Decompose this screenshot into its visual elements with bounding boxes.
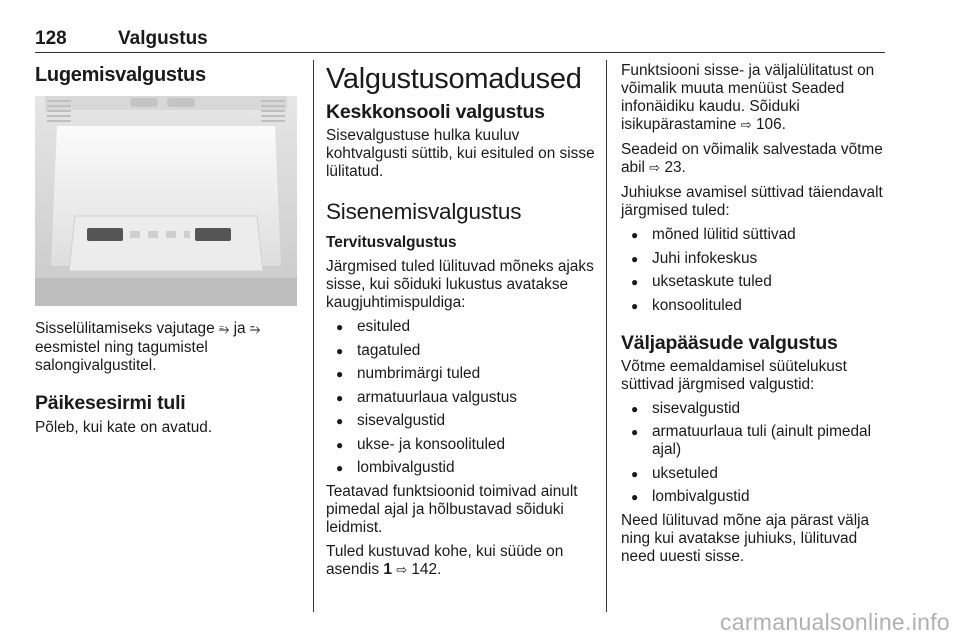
key-memory-text: Seadeid on võimalik salvestada võtme abil ⇨ 23.	[621, 141, 883, 176]
list-item: ● armatuurlaua valgustus	[326, 389, 596, 407]
list-item: ● uksetaskute tuled	[621, 273, 889, 291]
list-item: ● konsoolituled	[621, 297, 889, 315]
section-title: Valgustus	[118, 28, 208, 49]
list-item: ● mõned lülitid süttivad	[621, 226, 889, 244]
welcome-lighting-title: Tervitusvalgustus	[326, 234, 457, 251]
reading-light-caption: Sisselülitamiseks vajutage ⥱ ja ⥲ eesmistel ning tagumistel salongivalgustitel.	[35, 320, 261, 374]
page-reference-icon: ⇨	[740, 118, 752, 133]
page-header	[35, 28, 885, 53]
welcome-lights-list	[326, 318, 596, 477]
exit-lighting-title: Väljapääsude valgustus	[621, 331, 838, 354]
exit-lighting-note: Need lülituvad mõne aja pärast välja ning kui avatakse juhiuks, lülituvad need uuesti sisse.	[621, 511, 870, 565]
front-reading-light-icon: ⥱	[218, 322, 230, 337]
sun-visor-light-title: Päikesesirmi tuli	[35, 392, 186, 414]
column-divider-1	[313, 60, 314, 612]
page-reference-icon: ⇨	[649, 161, 661, 176]
console-light-title: Keskkonsooli valgustus	[326, 101, 545, 123]
list-item: ● esituled	[326, 318, 596, 336]
sun-visor-light-text: Põleb, kui kate on avatud.	[35, 419, 213, 436]
welcome-lighting-text: Järgmised tuled lülituvad mõneks ajaks sisse, kui sõiduki lukustus avatakse kaugjuhtimispuldiga:	[326, 258, 594, 311]
list-item: ● Juhi infokeskus	[621, 250, 889, 268]
exit-lighting-text: Võtme eemaldamisel süütelukust süttivad järgmised valgustid:	[621, 357, 847, 393]
lights-off-text: Tuled kustuvad kohe, kui süüde on asendis 1 ⇨ 142.	[326, 542, 564, 578]
overhead-console-photo	[35, 96, 297, 306]
list-item: ● sisevalgustid	[326, 412, 596, 430]
list-item: ● uksetuled	[621, 465, 889, 483]
driver-door-lights-list	[621, 226, 889, 315]
exit-lights-list	[621, 400, 889, 507]
page-number: 128	[35, 28, 67, 49]
reading-light-title: Lugemisvalgustus	[35, 64, 206, 86]
list-item: ● tagatuled	[326, 342, 596, 360]
column-2	[326, 62, 596, 586]
column-divider-2	[606, 60, 607, 612]
column-3	[621, 62, 889, 572]
lighting-features-title: Valgustusomadused	[326, 63, 582, 95]
driver-door-text: Juhiukse avamisel süttivad täiendavalt järgmised tuled:	[621, 184, 883, 219]
list-item: ● lombivalgustid	[326, 459, 596, 477]
rear-reading-light-icon: ⥲	[249, 322, 261, 337]
welcome-lighting-note: Teatavad funktsioonid toimivad ainult pimedal ajal ja hõlbustavad sõiduki leidmist.	[326, 482, 578, 536]
list-item: ● armatuurlaua tuli (ainult pimedal ajal)	[621, 423, 889, 459]
settings-text: Funktsiooni sisse- ja väljalülitatust on võimalik muuta menüüst Seaded infonäidiku kaudu. Sõiduki isikupärastamine ⇨ 106.	[621, 62, 875, 133]
list-item: ● lombivalgustid	[621, 488, 889, 506]
watermark: carmanualsonline.info	[719, 609, 950, 635]
entry-lighting-title: Sisenemisvalgustus	[326, 199, 522, 224]
console-light-text: Sisevalgustuse hulka kuuluv kohtvalgusti süttib, kui esituled on sisse lülitatud.	[326, 127, 595, 180]
page-reference-icon: ⇨	[396, 562, 408, 578]
column-1	[35, 62, 300, 443]
list-item: ● ukse- ja konsoolituled	[326, 436, 596, 454]
list-item: ● numbrimärgi tuled	[326, 365, 596, 383]
list-item: ● sisevalgustid	[621, 400, 889, 418]
